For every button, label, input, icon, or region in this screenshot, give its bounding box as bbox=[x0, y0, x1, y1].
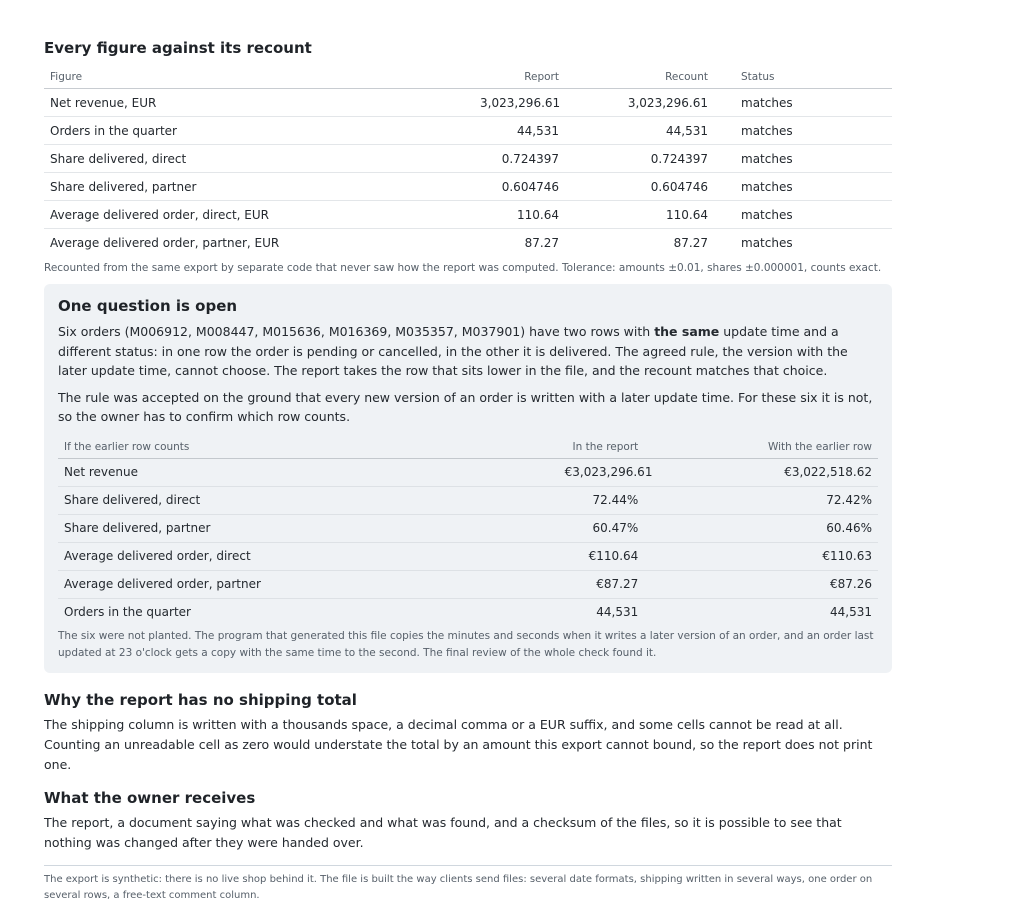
table-row bbox=[58, 598, 878, 626]
table-row bbox=[58, 570, 878, 598]
table-row bbox=[44, 145, 892, 173]
in-report-cell: 60.47% bbox=[559, 514, 645, 542]
owner-heading: What the owner receives bbox=[44, 788, 256, 807]
recount-cell: 87.27 bbox=[673, 235, 708, 250]
earlier-row-cell: €110.63 bbox=[644, 542, 878, 570]
table-row bbox=[58, 486, 878, 514]
alternative-table bbox=[58, 436, 878, 626]
col-figure-header: Figure bbox=[44, 66, 474, 89]
col-earlier-row-header: With the earlier row bbox=[644, 436, 878, 459]
status-cell: matches bbox=[741, 201, 892, 229]
label-cell: Average delivered order, partner bbox=[58, 570, 559, 598]
in-report-cell: 44,531 bbox=[596, 605, 639, 619]
status-cell: matches bbox=[741, 89, 892, 117]
label-cell: Share delivered, partner bbox=[58, 514, 559, 542]
in-report-cell: 72.44% bbox=[559, 486, 645, 514]
label-cell: Average delivered order, direct bbox=[58, 542, 559, 570]
recount-cell: 44,531 bbox=[592, 117, 741, 145]
owner-section bbox=[44, 788, 892, 853]
report-cell: 110.64 bbox=[474, 201, 592, 229]
shipping-text: The shipping column is written with a thousands space, a decimal comma or a EUR suffix, and some cells cannot be read at all. Counting an unreadable cell as zero would understate the total by an amount this export cannot bound, so the report does not print one. bbox=[44, 716, 873, 772]
recount-note: Recounted from the same export by separate code that never saw how the report was computed. Tolerance: amounts ±0.01, shares ±0.000001, counts exact. bbox=[44, 262, 882, 274]
footer-note: The export is synthetic: there is no live shop behind it. The file is built the way clients send files: several date formats, shipping written in several ways, one order on several rows, a free-text comment column. bbox=[44, 865, 892, 904]
owner-text: The report, a document saying what was checked and what was found, and a checksum of the files, so it is possible to see that nothing was changed after they were handed over. bbox=[44, 814, 842, 850]
open-question-emphasis: the same bbox=[654, 324, 720, 339]
label-cell: Share delivered, direct bbox=[58, 486, 559, 514]
figure-cell: Share delivered, partner bbox=[44, 173, 474, 201]
shipping-heading: Why the report has no shipping total bbox=[44, 690, 357, 709]
open-question-paragraph-2: The rule was accepted on the ground that every new version of an order is written with a later update time. For these six it is not, so the owner has to confirm which row counts. bbox=[58, 389, 873, 424]
report-cell: 0.604746 bbox=[474, 173, 592, 201]
recount-heading: Every figure against its recount bbox=[44, 39, 312, 57]
earlier-row-cell: €3,022,518.62 bbox=[644, 458, 878, 486]
col-in-report-header: In the report bbox=[559, 436, 645, 459]
table-row bbox=[44, 89, 892, 117]
table-row bbox=[44, 229, 892, 257]
open-question-heading: One question is open bbox=[58, 297, 238, 315]
recount-cell: 3,023,296.61 bbox=[592, 89, 741, 117]
earlier-row-cell: 60.46% bbox=[644, 514, 878, 542]
status-cell: matches bbox=[741, 235, 793, 250]
open-question-text-end: update time and a different status: in one row the order is pending or cancelled, in the other it is delivered. The agreed rule, the version with the later update time, cannot choose. The report takes the row that sits lower in the file, and the recount matches that choice. bbox=[58, 324, 848, 378]
recount-cell: 0.724397 bbox=[592, 145, 741, 173]
earlier-row-cell: 44,531 bbox=[830, 605, 872, 619]
label-cell: Orders in the quarter bbox=[64, 605, 191, 619]
open-question-paragraph-1 bbox=[58, 322, 878, 381]
status-cell: matches bbox=[741, 173, 892, 201]
figure-cell: Share delivered, direct bbox=[44, 145, 474, 173]
report-cell: 44,531 bbox=[474, 117, 592, 145]
col-recount-header: Recount bbox=[592, 66, 741, 89]
table-row bbox=[58, 514, 878, 542]
figure-cell: Net revenue, EUR bbox=[44, 89, 474, 117]
col-status-header: Status bbox=[741, 66, 892, 89]
status-cell: matches bbox=[741, 117, 892, 145]
recount-cell: 0.604746 bbox=[592, 173, 741, 201]
status-cell: matches bbox=[741, 145, 892, 173]
figure-cell: Average delivered order, direct, EUR bbox=[44, 201, 474, 229]
col-report-header: Report bbox=[474, 66, 592, 89]
open-question-text-start: Six orders (M006912, M008447, M015636, M016369, M035357, M037901) have two rows with bbox=[58, 324, 655, 339]
earlier-row-cell: €87.26 bbox=[644, 570, 878, 598]
in-report-cell: €87.27 bbox=[559, 570, 645, 598]
table-row bbox=[44, 117, 892, 145]
recount-header-row bbox=[44, 66, 892, 89]
label-cell: Net revenue bbox=[58, 458, 559, 486]
shipping-section bbox=[44, 690, 892, 775]
recount-cell: 110.64 bbox=[592, 201, 741, 229]
open-question-box bbox=[44, 284, 892, 673]
in-report-cell: €3,023,296.61 bbox=[559, 458, 645, 486]
figure-cell: Average delivered order, partner, EUR bbox=[50, 235, 280, 250]
report-cell: 3,023,296.61 bbox=[474, 89, 592, 117]
open-question-note: The six were not planted. The program that generated this file copies the minutes and seconds when it writes a later version of an order, and an order last updated at 23 o'clock gets a copy with the same time to the second. The final review of the whole check found it. bbox=[58, 629, 874, 659]
table-row bbox=[44, 201, 892, 229]
earlier-row-cell: 72.42% bbox=[644, 486, 878, 514]
table-row bbox=[58, 542, 878, 570]
report-cell: 87.27 bbox=[524, 235, 559, 250]
table-row bbox=[44, 173, 892, 201]
col-label-header: If the earlier row counts bbox=[58, 436, 559, 459]
in-report-cell: €110.64 bbox=[559, 542, 645, 570]
alternative-header-row bbox=[58, 436, 878, 459]
report-cell: 0.724397 bbox=[474, 145, 592, 173]
table-row bbox=[58, 458, 878, 486]
figure-cell: Orders in the quarter bbox=[44, 117, 474, 145]
recount-table bbox=[44, 66, 892, 256]
